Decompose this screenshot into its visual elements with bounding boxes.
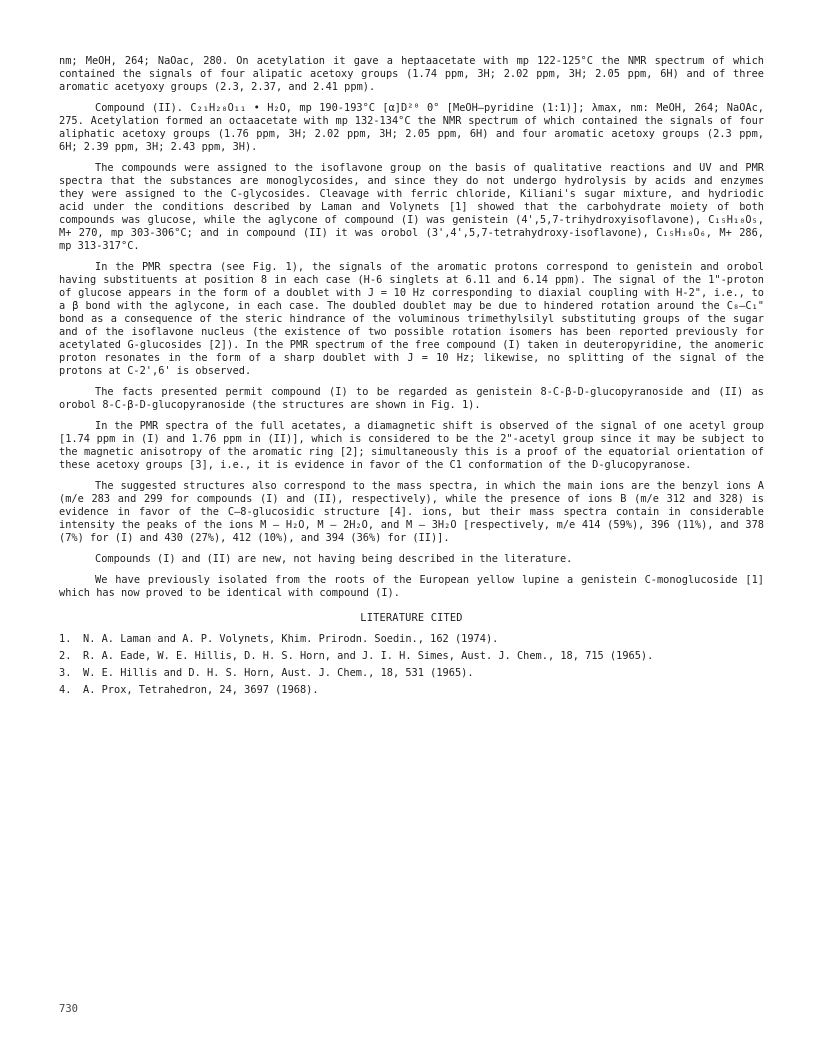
reference-number: 1.: [59, 633, 72, 645]
paragraph-previous-isolation: We have previously isolated from the roots of the European yellow lupine a genistein C-monoglucoside [1] which has now proved to be identical with compound (I).: [59, 574, 764, 599]
reference-item: [59, 667, 764, 680]
reference-text: N. A. Laman and A. P. Volynets, Khim. Prirodn. Soedin., 162 (1974).: [83, 633, 499, 645]
paragraph-novelty: Compounds (I) and (II) are new, not having being described in the literature.: [95, 553, 573, 565]
paragraph-structure-conclusion: The facts presented permit compound (I) to be regarded as genistein 8-C-β-D-glucopyranoside and (II) as orobol 8-C-β-D-glucopyranoside (the structures are shown in Fig. 1).: [59, 386, 764, 411]
reference-number: 4.: [59, 684, 72, 696]
article-page: [59, 55, 764, 701]
paragraph-compound-i-continued: nm; MeOH, 264; NaOac, 280. On acetylation it gave a heptaacetate with mp 122-125°C the NMR spectrum of which contained the signals of four alipatic acetoxy groups (1.74 ppm, 3H; 2.02 ppm, 3H; 2.05 ppm, 6H) and of three aromatic acetyoxy groups (2.3, 2.37, and 2.41 ppm).: [59, 55, 764, 93]
reference-list: [59, 633, 764, 697]
page-number: 730: [59, 1003, 78, 1015]
reference-text: W. E. Hillis and D. H. S. Horn, Aust. J. Chem., 18, 531 (1965).: [83, 667, 474, 679]
references-heading: LITERATURE CITED: [360, 612, 463, 624]
paragraph-mass-spectra: The suggested structures also correspond to the mass spectra, in which the main ions are the benzyl ions A (m/e 283 and 299 for compounds (I) and (II), respectively), while the presence of ions B (m/e 312 and 328) is evidence in favor of the C—8-glucosidic structure [4]. ions, but their mass spectra contain in considerable intensity the peaks of the ions M — H₂O, M — 2H₂O, and M — 3H₂O [respectively, m/e 414 (59%), 396 (11%), and 378 (7%) for (I) and 430 (27%), 412 (10%), and 394 (36%) for (II)].: [59, 480, 764, 544]
reference-number: 2.: [59, 650, 72, 662]
reference-text: R. A. Eade, W. E. Hillis, D. H. S. Horn, and J. I. H. Simes, Aust. J. Chem., 18, 715 (1965).: [83, 650, 654, 662]
reference-number: 3.: [59, 667, 72, 679]
reference-item: [59, 633, 764, 646]
reference-item: [59, 684, 764, 697]
paragraph-acetate-spectra: In the PMR spectra of the full acetates, a diamagnetic shift is observed of the signal of one acetyl group [1.74 ppm in (I) and 1.76 ppm in (II)], which is considered to be the 2"-acetyl group since it may be subject to the magnetic anisotropy of the aromatic ring [2]; simultaneously this is a proof of the equatorial orientation of these acetoxy groups [3], i.e., it is evidence in favor of the C1 conformation of the D-glucopyranose.: [59, 420, 764, 471]
paragraph-compound-ii: Compound (II). C₂₁H₂₀O₁₁ • H₂O, mp 190-193°C [α]D²⁰ 0° [MeOH—pyridine (1:1)]; λmax, nm: MeOH, 264; NaOAc, 275. Acetylation formed an octaacetate with mp 132-134°C the NMR spectrum of which contained the signals of four aliphatic acetoxy groups (1.76 ppm, 3H; 2.02 ppm, 3H; 2.05 ppm, 6H) and four aromatic acetoxy groups (2.3 ppm, 6H; 2.39 ppm, 3H; 2.43 ppm, 3H).: [59, 102, 764, 153]
reference-item: [59, 650, 764, 663]
reference-text: A. Prox, Tetrahedron, 24, 3697 (1968).: [83, 684, 319, 696]
paragraph-isoflavone-assignment: The compounds were assigned to the isoflavone group on the basis of qualitative reactions and UV and PMR spectra that the substances are monoglycosides, and since they do not undergo hydrolysis by acids and enzymes they were assigned to the C-glycosides. Cleavage with ferric chloride, Kiliani's sugar mixture, and hydriodic acid under the conditions described by Laman and Volynets [1] showed that the carbohydrate moiety of both compounds was glucose, while the aglycone of compound (I) was genistein (4',5,7-trihydroxyisoflavone), C₁₅H₁₀O₅, M+ 270, mp 303-306°C; and in compound (II) it was orobol (3',4',5,7-tetrahydroxy-isoflavone), C₁₅H₁₀O₆, M+ 286, mp 313-317°C.: [59, 162, 764, 252]
paragraph-pmr-spectra: In the PMR spectra (see Fig. 1), the signals of the aromatic protons correspond to genistein and orobol having substituents at position 8 in each case (H-6 singlets at 6.11 and 6.14 ppm). The signal of the 1"-proton of glucose appears in the form of a doublet with J = 10 Hz corresponding to diaxial coupling with H-2", i.e., to a β bond with the aglycone, in each case. The doubled doublet may be due to hindered rotation around the C₈—C₁" bond as a consequence of the steric hindrance of the voluminous trimethylsilyl substituting groups of the sugar and of the isoflavone nucleus (the existence of two possible rotation isomers has been reported previously for acetylated G-glucosides [2]). In the PMR spectrum of the free compound (I) taken in deuteropyridine, the anomeric proton resonates in the form of a sharp doublet with J = 10 Hz; likewise, no splitting of the signal of the protons at C-2',6' is observed.: [59, 261, 764, 377]
